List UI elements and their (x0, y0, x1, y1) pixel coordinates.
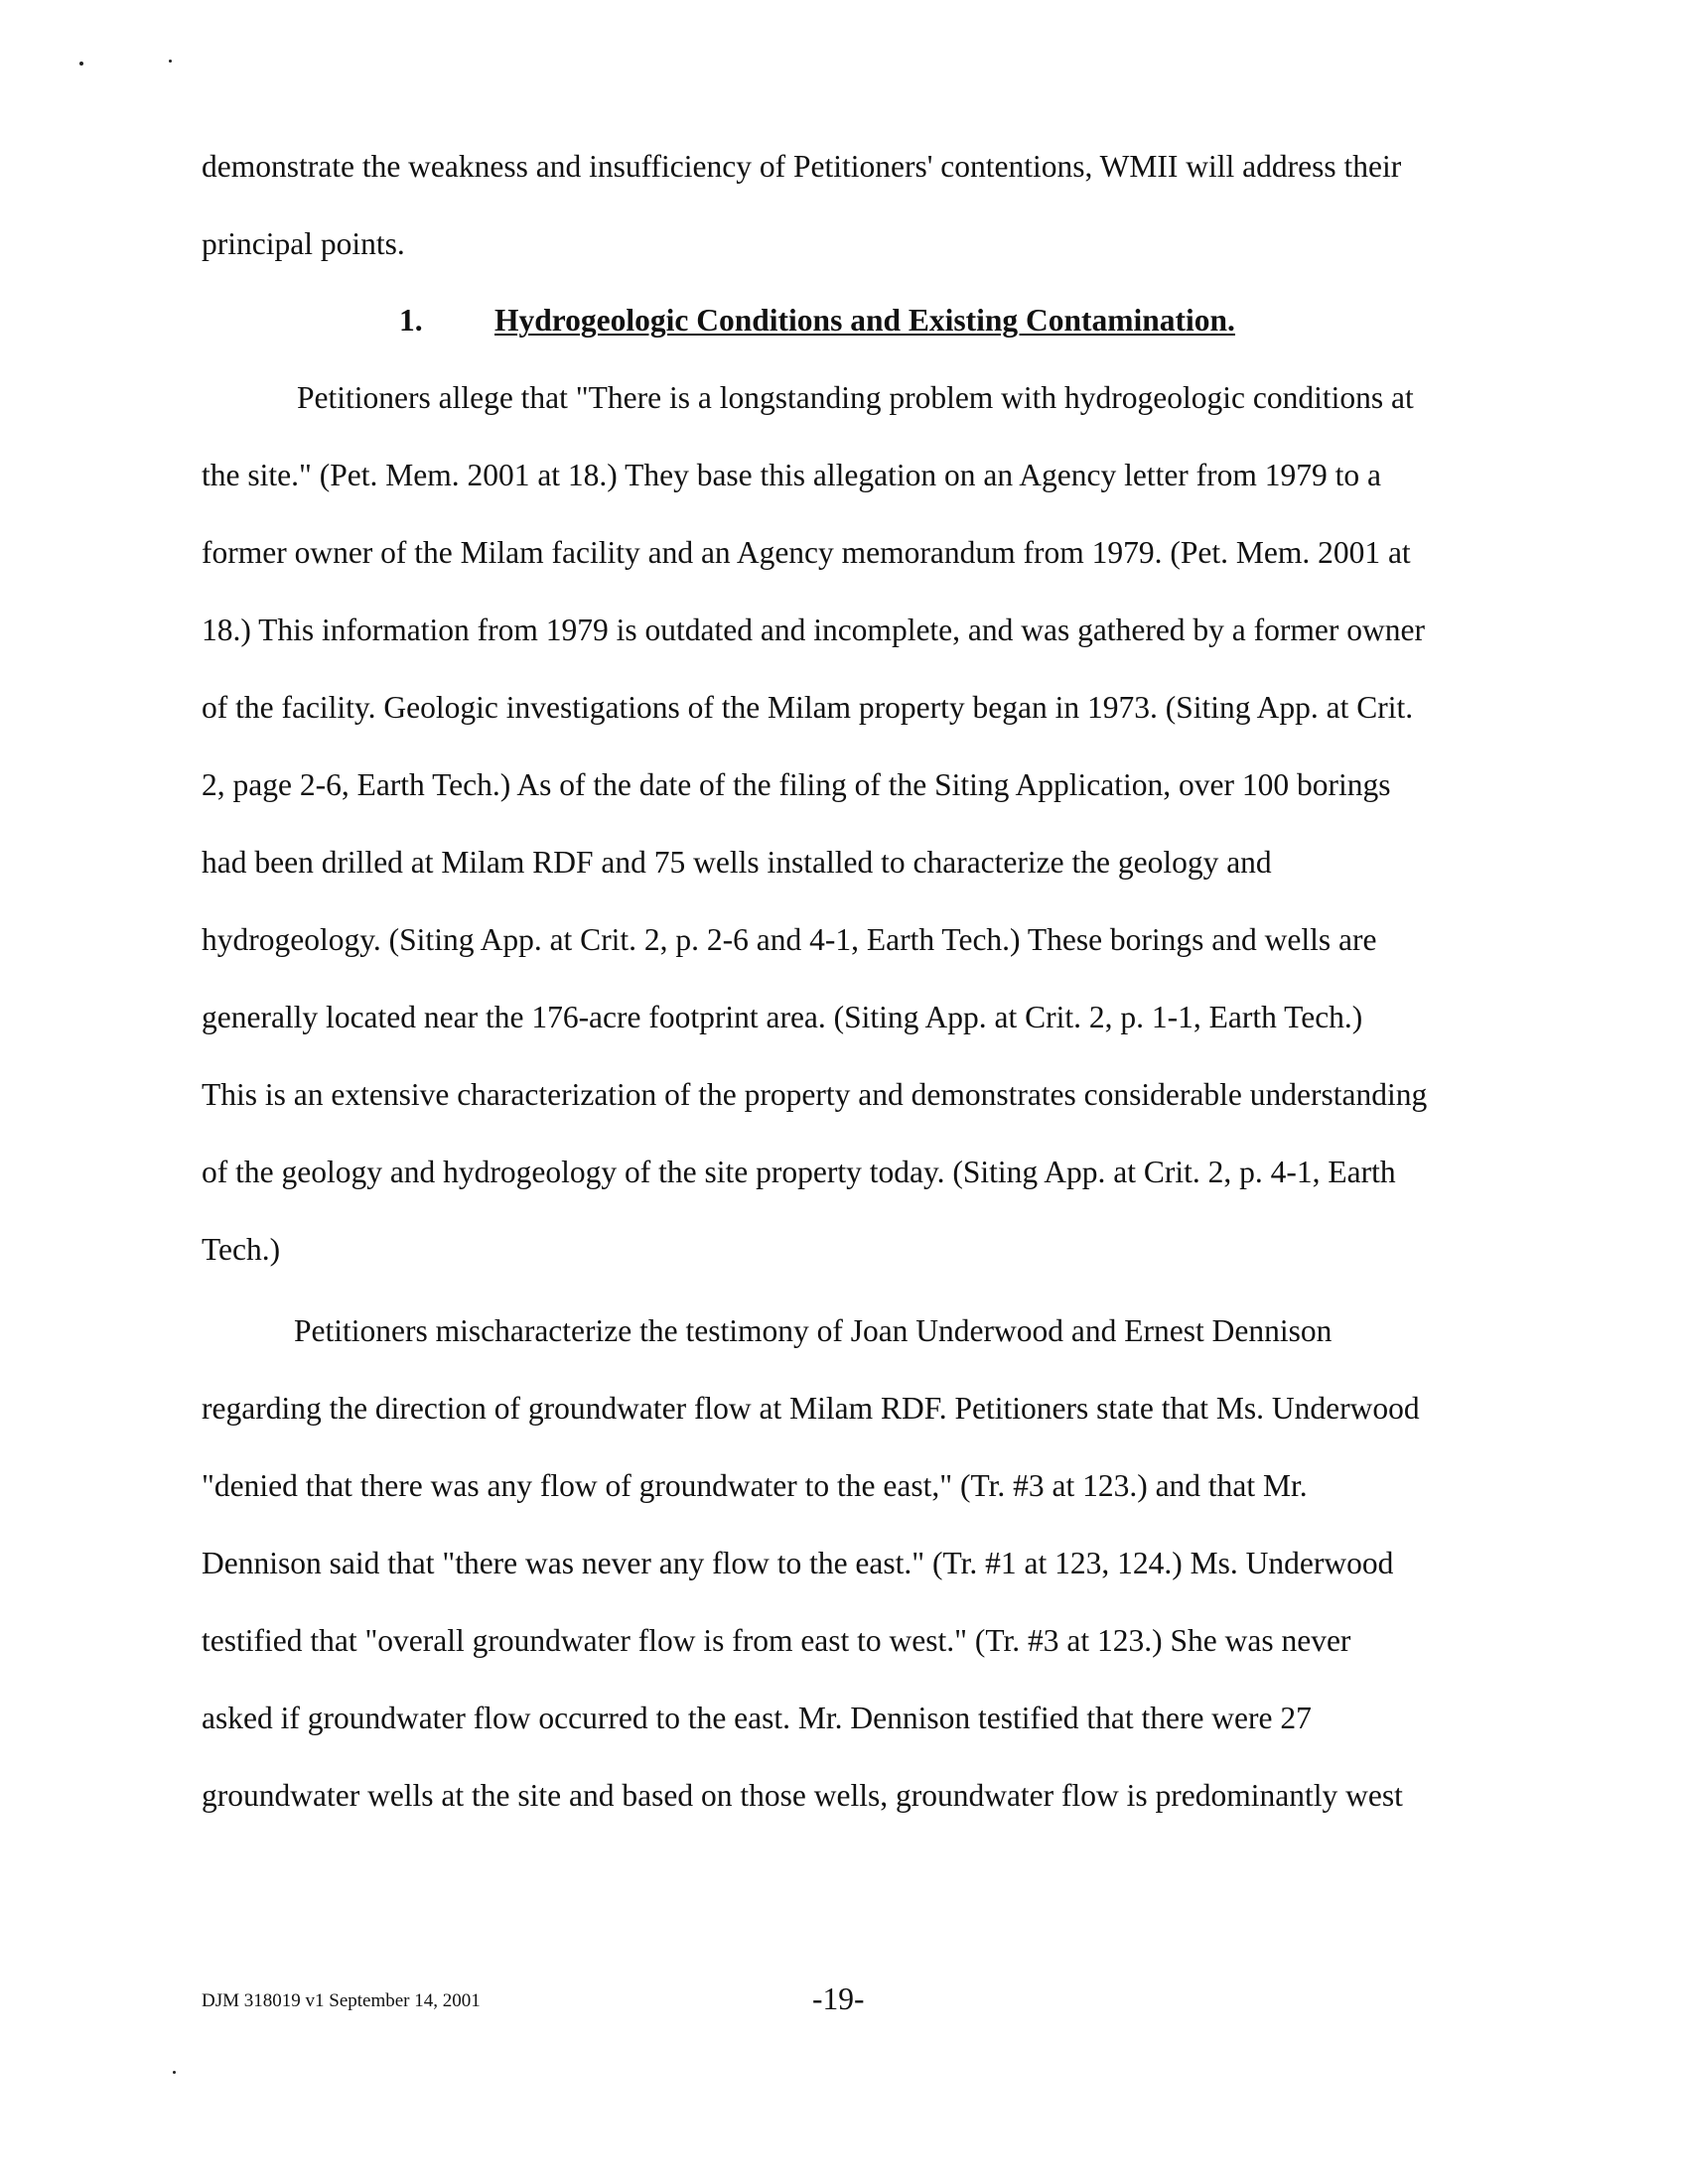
text-line: generally located near the 176-acre footprint area. (Siting App. at Crit. 2, p. 1-1, Earth Tech.) (202, 1000, 1363, 1034)
text-line: former owner of the Milam facility and an Agency memorandum from 1979. (Pet. Mem. 2001 at (202, 535, 1411, 570)
text-line: principal points. (202, 226, 405, 261)
text-line: 2, page 2-6, Earth Tech.) As of the date of the filing of the Siting Application, over 100 borings (202, 767, 1391, 802)
text-line: had been drilled at Milam RDF and 75 wells installed to characterize the geology and (202, 845, 1272, 880)
scan-speck (173, 2071, 176, 2074)
text-line: Tech.) (202, 1232, 281, 1267)
text-line: 18.) This information from 1979 is outdated and incomplete, and was gathered by a former owner (202, 613, 1425, 647)
text-line: hydrogeology. (Siting App. at Crit. 2, p. 2-6 and 4-1, Earth Tech.) These borings and wells are (202, 922, 1377, 957)
scan-speck (169, 60, 172, 63)
section-title: Hydrogeologic Conditions and Existing Contamination. (494, 303, 1235, 338)
text-line: Dennison said that "there was never any flow to the east." (Tr. #1 at 123, 124.) Ms. Underwood (202, 1546, 1394, 1580)
section-heading (399, 301, 1235, 341)
page-number: -19- (812, 1981, 865, 2016)
text-line: Petitioners mischaracterize the testimony of Joan Underwood and Ernest Dennison (294, 1313, 1333, 1348)
text-line: Petitioners allege that "There is a longstanding problem with hydrogeologic conditions at (297, 380, 1414, 415)
text-line: the site." (Pet. Mem. 2001 at 18.) They base this allegation on an Agency letter from 1979 to a (202, 458, 1382, 492)
scan-speck (79, 62, 83, 66)
section-number: 1. (399, 303, 423, 338)
text-line: regarding the direction of groundwater flow at Milam RDF. Petitioners state that Ms. Underwood (202, 1391, 1420, 1426)
text-line: groundwater wells at the site and based on those wells, groundwater flow is predominantly west (202, 1778, 1403, 1813)
text-line: asked if groundwater flow occurred to the east. Mr. Dennison testified that there were 27 (202, 1701, 1312, 1735)
text-line: testified that "overall groundwater flow is from east to west." (Tr. #3 at 123.) She was never (202, 1623, 1351, 1658)
text-line: of the geology and hydrogeology of the site property today. (Siting App. at Crit. 2, p. 4-1, Earth (202, 1155, 1396, 1189)
footer-document-id: DJM 318019 v1 September 14, 2001 (202, 1990, 481, 2011)
text-line: This is an extensive characterization of the property and demonstrates considerable understanding (202, 1077, 1428, 1112)
text-line: demonstrate the weakness and insufficiency of Petitioners' contentions, WMII will address their (202, 149, 1402, 184)
text-line: of the facility. Geologic investigations of the Milam property began in 1973. (Siting App. at Crit. (202, 690, 1414, 725)
text-line: "denied that there was any flow of groundwater to the east," (Tr. #3 at 123.) and that Mr. (202, 1468, 1308, 1503)
